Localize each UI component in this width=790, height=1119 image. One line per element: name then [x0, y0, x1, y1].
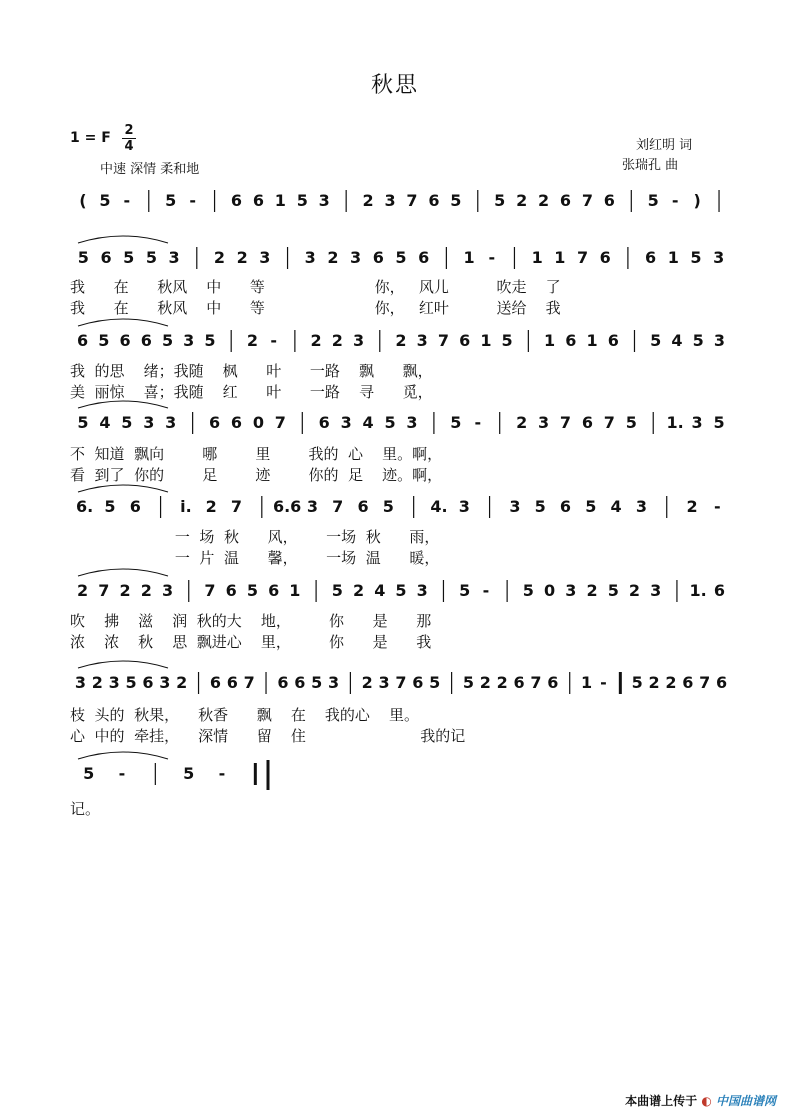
note-symbol: 5 [459, 581, 471, 600]
note-symbol: 6 [459, 331, 471, 350]
note-symbol: 5 [534, 497, 546, 516]
note-symbol: 2 [331, 331, 343, 350]
note-symbol: 6 [513, 673, 525, 692]
note-symbol: 5 [647, 191, 659, 210]
note-symbol: 2 [352, 581, 365, 600]
note-symbol: 7 [332, 497, 344, 516]
note-symbol: 6 [547, 673, 559, 692]
note-symbol: 6 [230, 191, 243, 210]
lyric-line: 一 片 温 馨， 一场 温 暖， [70, 549, 440, 567]
note-symbol: 7 [530, 673, 542, 692]
note-symbol: 7 [559, 413, 572, 432]
note-symbol: 7 [274, 413, 286, 432]
slur-arc [78, 752, 168, 759]
note-symbol: 6 [230, 413, 243, 432]
note-symbol: 5 [429, 673, 441, 692]
note-symbol: 6 [412, 673, 424, 692]
note-symbol: 6 [100, 248, 112, 267]
note-symbol: 1 [586, 331, 598, 350]
note-symbol: 2 [537, 191, 550, 210]
note-symbol: - [474, 413, 482, 432]
note-symbol: 3 [406, 413, 418, 432]
note-symbol: 3 [350, 248, 362, 267]
note-symbol: 6 [209, 673, 221, 692]
note-symbol: 7 [230, 497, 243, 516]
note-symbol: - [118, 764, 126, 783]
note-symbol: 5 [246, 581, 258, 600]
lyric-line: 记。 [70, 800, 101, 818]
note-symbol: 6 [372, 248, 384, 267]
note-symbol: 5 [522, 581, 534, 600]
composer-credit: 张瑞孔 曲 [622, 158, 679, 173]
note-symbol: 5 [145, 248, 157, 267]
note-symbol: 6 [713, 581, 725, 600]
note-symbol: - [671, 191, 679, 210]
note-symbol: - [600, 673, 607, 692]
note-symbol: 6 [208, 413, 221, 432]
note-symbol: 1 [531, 248, 543, 267]
lyric-line: 我 在 秋风 中 等 你， 风儿 吹走 了 [70, 278, 561, 296]
lyric-line: 浓 浓 秋 思 飘进心 里， 你 是 我 [70, 633, 432, 651]
note-symbol: 6 [142, 673, 154, 692]
lyric-line: 看 到了 你的 足 迹 你的 足 迹。啊， [70, 466, 443, 484]
note-symbol: 1 [554, 248, 566, 267]
note-symbol: 5 [296, 191, 308, 210]
note-symbol: 3 [259, 248, 271, 267]
note-symbol: 5 [331, 581, 343, 600]
note-symbol: 2 [246, 331, 258, 350]
note-symbol: 6 [607, 331, 619, 350]
note-symbol: 4 [362, 413, 374, 432]
note-symbol: 5 [165, 191, 177, 210]
note-symbol: 3 [168, 248, 180, 267]
note-symbol: 3 [565, 581, 577, 600]
note-symbol: 6 [581, 413, 594, 432]
note-symbol: 6.6 [272, 497, 302, 516]
note-symbol: 5 [494, 191, 506, 210]
slur-arc [78, 319, 168, 326]
note-symbol: 3 [306, 497, 318, 516]
note-symbol: 5 [395, 248, 407, 267]
note-symbol: 1 [480, 331, 492, 350]
note-symbol: 5 [311, 673, 323, 692]
lyricist-credit: 刘红明 词 [636, 138, 693, 153]
slur-arc [78, 661, 168, 668]
note-symbol: 7 [437, 331, 450, 350]
note-symbol: 5 [450, 191, 462, 210]
note-symbol: 2 [686, 497, 698, 516]
note-symbol: 4. [430, 497, 448, 516]
note-symbol: 5 [713, 413, 725, 432]
lyric-line: 吹 拂 滋 润 秋的大 地， 你 是 那 [70, 612, 432, 630]
note-symbol: 5 [607, 581, 619, 600]
note-symbol: 2 [586, 581, 598, 600]
note-symbol: 7 [204, 581, 216, 600]
note-symbol: 1 [544, 331, 556, 350]
note-symbol: ( [79, 191, 87, 210]
note-symbol: 5 [462, 673, 475, 692]
note-symbol: 6 [268, 581, 280, 600]
note-symbol: - [488, 248, 496, 267]
note-symbol: 2 [91, 673, 103, 692]
lyric-line: 枝 头的 秋果， 秋香 飘 在 我的心 里。 [70, 706, 419, 724]
note-symbol: 4 [610, 497, 622, 516]
note-symbol: 3 [165, 413, 177, 432]
note-symbol: 2 [119, 581, 131, 600]
note-symbol: 6 [418, 248, 430, 267]
note-symbol: 5 [183, 764, 195, 783]
note-symbol: 2 [310, 331, 322, 350]
note-symbol: 5 [501, 331, 513, 350]
note-symbol: 2 [648, 673, 660, 692]
slur-arc [78, 485, 168, 492]
note-symbol: 3 [509, 497, 521, 516]
note-symbol: 6 [603, 191, 615, 210]
note-symbol: 7 [98, 581, 110, 600]
note-symbol: 6. [76, 497, 94, 516]
footer-credit [625, 1092, 776, 1109]
note-symbol: 6 [428, 191, 440, 210]
note-symbol: 2 [395, 331, 407, 350]
tempo-marking: 中速 深情 柔和地 [100, 162, 200, 177]
note-symbol: 6 [277, 673, 289, 692]
note-symbol: 3 [340, 413, 352, 432]
note-symbol: 4 [671, 331, 683, 350]
note-symbol: 5 [125, 673, 137, 692]
note-symbol: 6 [599, 248, 611, 267]
note-symbol: 6 [559, 191, 572, 210]
footer-brand: 中国曲谱网 [715, 1094, 776, 1108]
note-symbol: 3 [304, 248, 316, 267]
note-symbol: 1 [581, 673, 593, 692]
lyric-line: 不 知道 飘向 哪 里 我的 心 里。啊， [70, 445, 443, 463]
note-symbol: 2 [628, 581, 641, 600]
note-symbol: 3 [537, 413, 550, 432]
note-symbol: ) [693, 191, 701, 210]
note-symbol: 5 [104, 497, 116, 516]
note-symbol: 3 [378, 673, 390, 692]
note-symbol: 3 [74, 673, 87, 692]
key-signature: 1 = F [70, 130, 111, 146]
note-symbol: 7 [699, 673, 711, 692]
footer-prefix: 本曲谱上传于 [625, 1094, 698, 1108]
lyric-line: 我 在 秋风 中 等 你， 红叶 送给 我 [70, 299, 561, 317]
time-signature-bottom: 4 [124, 139, 134, 154]
note-symbol: 5 [692, 331, 704, 350]
note-symbol: - [714, 497, 721, 516]
note-symbol: 6 [226, 673, 238, 692]
note-symbol: 2 [327, 248, 339, 267]
note-symbol: 6 [225, 581, 237, 600]
note-symbol: 3 [352, 331, 365, 350]
note-symbol: 6 [318, 413, 330, 432]
note-symbol: i. [180, 497, 192, 516]
note-symbol: 7 [395, 673, 407, 692]
note-symbol: 5 [395, 581, 407, 600]
note-symbol: 2 [516, 191, 528, 210]
note-symbol: 3 [384, 191, 396, 210]
note-symbol: 5 [384, 413, 396, 432]
note-symbol: - [218, 764, 226, 783]
note-symbol: 6 [559, 497, 572, 516]
note-symbol: 3 [108, 673, 120, 692]
note-symbol: 2 [77, 581, 89, 600]
note-symbol: 6 [119, 331, 131, 350]
page-title: 秋思 [370, 73, 419, 98]
note-symbol: 1 [274, 191, 286, 210]
note-symbol: 7 [603, 413, 615, 432]
note-symbol: 2 [236, 248, 248, 267]
note-symbol: 3 [713, 248, 725, 267]
note-symbol: 2 [140, 581, 152, 600]
note-symbol: 6 [294, 673, 306, 692]
note-symbol: 5 [161, 331, 174, 350]
note-symbol: 7 [576, 248, 589, 267]
note-symbol: 5 [585, 497, 597, 516]
note-symbol: 2 [205, 497, 217, 516]
note-symbol: 3 [143, 413, 155, 432]
note-symbol: 6 [129, 497, 141, 516]
note-symbol: 5 [450, 413, 462, 432]
note-symbol: 6 [77, 331, 89, 350]
note-symbol: 5 [123, 248, 135, 267]
note-symbol: 4 [374, 581, 386, 600]
note-symbol: 2 [176, 673, 188, 692]
note-symbol: - [270, 331, 277, 350]
lyric-line: 我 的思 绪；我随 枫 叶 一路 飘 飘， [70, 362, 433, 380]
note-symbol: 6 [357, 497, 369, 516]
note-symbol: 1. [689, 581, 707, 600]
note-symbol: 5 [631, 673, 643, 692]
note-symbol: 3 [458, 497, 470, 516]
note-symbol: 3 [635, 497, 647, 516]
note-symbol: 1 [667, 248, 679, 267]
note-symbol: 5 [650, 331, 662, 350]
note-symbol: 0 [544, 581, 556, 600]
note-symbol: - [123, 191, 131, 210]
note-symbol: 3 [691, 413, 703, 432]
note-symbol: 5 [77, 248, 89, 267]
slur-arc [78, 236, 168, 243]
note-symbol: 1. [666, 413, 684, 432]
note-symbol: 3 [318, 191, 330, 210]
note-symbol: 6 [252, 191, 265, 210]
note-symbol: 6 [565, 331, 577, 350]
note-symbol: 2 [362, 191, 374, 210]
slur-arc [78, 401, 168, 408]
note-symbol: 1 [463, 248, 475, 267]
note-symbol: 2 [665, 673, 677, 692]
lyric-line: 心 中的 牵挂， 深情 留 住 我的记 [70, 727, 466, 745]
note-symbol: 6 [140, 331, 152, 350]
note-symbol: 3 [416, 331, 428, 350]
lyric-line: 一 场 秋 风， 一场 秋 雨， [70, 528, 440, 546]
lyric-line: 美 丽惊 喜；我随 红 叶 一路 寻 觅， [70, 383, 433, 401]
note-symbol: 5 [690, 248, 702, 267]
site-logo-icon: ◐ [701, 1094, 712, 1108]
note-symbol: 5 [121, 413, 133, 432]
note-symbol: - [189, 191, 196, 210]
note-symbol: 5 [77, 413, 89, 432]
note-symbol: - [482, 581, 490, 600]
note-symbol: 6 [715, 673, 728, 692]
note-symbol: 3 [327, 673, 340, 692]
note-symbol: 6 [682, 673, 694, 692]
note-symbol: 3 [650, 581, 662, 600]
note-symbol: 2 [361, 673, 373, 692]
note-symbol: 5 [83, 764, 95, 783]
note-symbol: 0 [252, 413, 265, 432]
time-signature-top: 2 [124, 123, 134, 138]
note-symbol: 3 [161, 581, 174, 600]
note-symbol: 2 [496, 673, 508, 692]
note-symbol: 5 [204, 331, 216, 350]
note-symbol: 7 [406, 191, 418, 210]
note-symbol: 6 [645, 248, 657, 267]
note-symbol: 3 [183, 331, 195, 350]
note-symbol: 5 [382, 497, 394, 516]
note-symbol: 2 [479, 673, 491, 692]
note-symbol: 3 [159, 673, 171, 692]
note-symbol: 2 [213, 248, 226, 267]
note-symbol: 5 [625, 413, 637, 432]
note-symbol: 5 [99, 191, 111, 210]
slur-arc [78, 569, 168, 576]
note-symbol: 1 [289, 581, 301, 600]
note-symbol: 5 [98, 331, 110, 350]
note-symbol: 3 [416, 581, 428, 600]
note-symbol: 4 [99, 413, 111, 432]
note-symbol: 7 [243, 673, 255, 692]
note-symbol: 3 [713, 331, 725, 350]
note-symbol: 7 [581, 191, 594, 210]
note-symbol: 2 [516, 413, 528, 432]
